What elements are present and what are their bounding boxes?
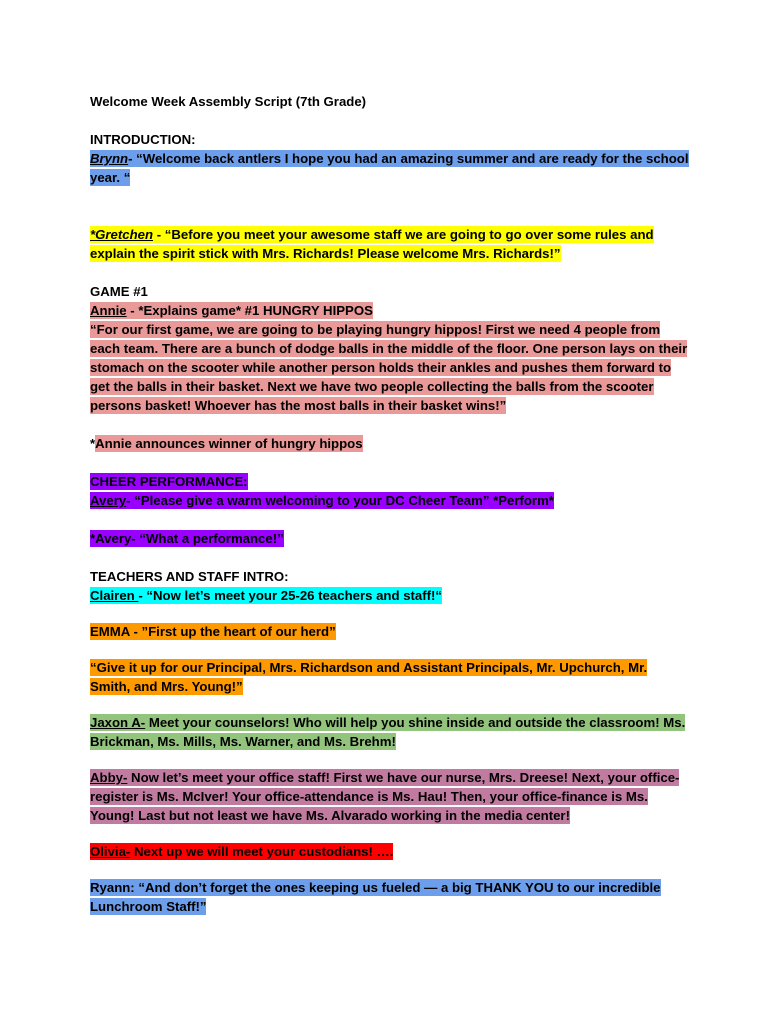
brynn-line: “Welcome back antlers I hope you had an amazing summer and are ready for the school year. “ <box>90 151 689 185</box>
jaxon-line: Meet your counselors! Who will help you shine inside and outside the classroom! Ms. Brickman, Ms. Mills, Ms. Warner, and Ms. Brehm! <box>90 715 686 749</box>
clairen-paragraph <box>90 586 690 605</box>
abby-speaker: Abby- <box>90 770 128 785</box>
abby-line: Now let’s meet your office staff! First we have our nurse, Mrs. Dreese! Next, your office-register is Ms. McIver! Your office-attendance is Ms. Hau! Then, your office-finance is Ms. Young! Last but not least we have Ms. Alvarado working in the media center! <box>90 770 680 823</box>
game1-heading: GAME #1 <box>90 284 148 299</box>
annie-intro-paragraph <box>90 301 690 320</box>
annie-game-line: “For our first game, we are going to be playing hungry hippos! First we need 4 people from each team. There are a bunch of dodge balls in the middle of the floor. One person lays on their stomach on the scooter while another person holds their ankles and pushes them forward to get the balls in their basket. Next we have two people collecting the balls from the scooter persons basket! Whoever has the most balls in their basket wins!” <box>90 322 688 413</box>
ryann-line: Ryann: “And don’t forget the ones keeping us fueled — a big THANK YOU to our incredible Lunchroom Staff!” <box>90 880 661 914</box>
introduction-heading: INTRODUCTION: <box>90 132 196 147</box>
olivia-speaker: Olivia- <box>90 844 131 859</box>
olivia-line: Next up we will meet your custodians! …. <box>130 844 394 859</box>
abby-paragraph <box>90 768 690 825</box>
avery-followup-paragraph <box>90 529 690 548</box>
cheer-heading: CHEER PERFORMANCE: <box>90 474 248 489</box>
clairen-speaker: Clairen <box>90 588 139 603</box>
brynn-paragraph: Brynn- “Welcome back antlers I hope you had an amazing summer and are ready for the school year. “ <box>90 151 689 185</box>
emma-line: EMMA - ”First up the heart of our herd” <box>90 624 336 639</box>
document-title: Welcome Week Assembly Script (7th Grade) <box>90 94 367 109</box>
gretchen-paragraph: *Gretchen - “Before you meet your awesome staff we are going to go over some rules and explain the spirit stick with Mrs. Richards! Please welcome Mrs. Richards!” <box>90 227 654 261</box>
avery-paragraph <box>90 491 690 510</box>
clairen-line: - “Now let’s meet your 25-26 teachers and staff!“ <box>138 588 443 603</box>
annie-winner-line: Annie announces winner of hungry hippos <box>95 436 363 451</box>
brynn-speaker: Brynn <box>90 151 129 166</box>
gretchen-speaker: *Gretchen <box>90 227 154 242</box>
ryann-paragraph <box>90 878 690 916</box>
jaxon-paragraph <box>90 713 690 751</box>
avery-line: - “Please give a warm welcoming to your DC Cheer Team” *Perform* <box>126 493 554 508</box>
avery-speaker: Avery <box>90 493 127 508</box>
staff-heading: TEACHERS AND STAFF INTRO: <box>90 569 289 584</box>
annie-speaker: Annie <box>90 303 127 318</box>
principal-paragraph <box>90 658 690 696</box>
olivia-paragraph <box>90 842 690 861</box>
emma-paragraph <box>90 622 690 641</box>
gretchen-line: “Before you meet your awesome staff we are going to go over some rules and explain the spirit stick with Mrs. Richards! Please welcome Mrs. Richards!” <box>90 227 654 261</box>
cheer-heading-paragraph <box>90 472 690 491</box>
annie-intro: - *Explains game* #1 HUNGRY HIPPOS <box>126 303 373 318</box>
script-body <box>90 92 690 916</box>
jaxon-speaker: Jaxon A- <box>90 715 146 730</box>
annie-game-paragraph <box>90 320 690 415</box>
annie-winner-paragraph: *Annie announces winner of hungry hippos <box>90 436 363 451</box>
avery-followup: *Avery- “What a performance!” <box>90 531 284 546</box>
principal-line: “Give it up for our Principal, Mrs. Richardson and Assistant Principals, Mr. Upchurch, Mr. Smith, and Mrs. Young!” <box>90 660 648 694</box>
